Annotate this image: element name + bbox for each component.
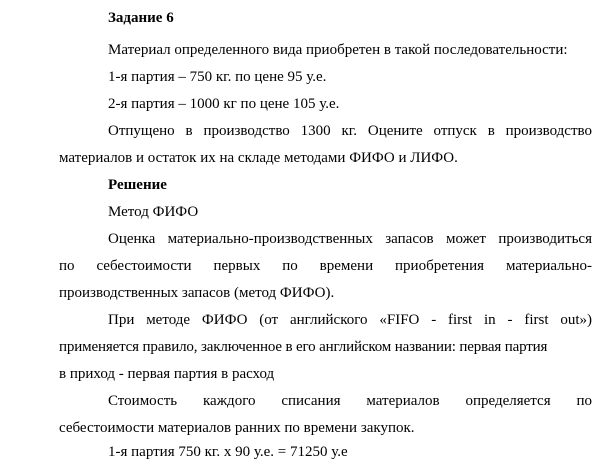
method-heading: Метод ФИФО	[108, 204, 199, 220]
paragraph-2-line-3: в приход - первая партия в расход	[59, 366, 275, 382]
paragraph-3-line-2: себестоимости материалов ранних по времени закупок.	[59, 420, 415, 436]
paragraph-1-line-1: Оценка материально-производственных запасов может производиться	[108, 231, 592, 247]
solution-heading: Решение	[108, 177, 167, 193]
calc-line-1: 1-я партия 750 кг. х 90 у.е. = 71250 у.е	[108, 444, 348, 460]
paragraph-2-line-2: применяется правило, заключенное в его английском названии: первая партия	[59, 339, 548, 355]
paragraph-1-line-3: производственных запасов (метод ФИФО).	[59, 285, 335, 301]
batch-2: 2-я партия – 1000 кг по цене 105 у.е.	[108, 96, 340, 112]
paragraph-1-line-2: по себестоимости первых по времени приобретения материально-	[59, 258, 592, 274]
task-intro: Материал определенного вида приобретен в такой последовательности:	[108, 42, 568, 58]
task-heading: Задание 6	[108, 10, 174, 26]
paragraph-3-line-1: Стоимость каждого списания материалов определяется по	[108, 393, 592, 409]
batch-1: 1-я партия – 750 кг. по цене 95 у.е.	[108, 69, 327, 85]
task-question-line-2: материалов и остаток их на складе методами ФИФО и ЛИФО.	[59, 150, 458, 166]
task-question-line-1: Отпущено в производство 1300 кг. Оцените отпуск в производство	[108, 123, 592, 139]
paragraph-2-line-1: При методе ФИФО (от английского «FIFO - first in - first out»)	[108, 312, 592, 328]
